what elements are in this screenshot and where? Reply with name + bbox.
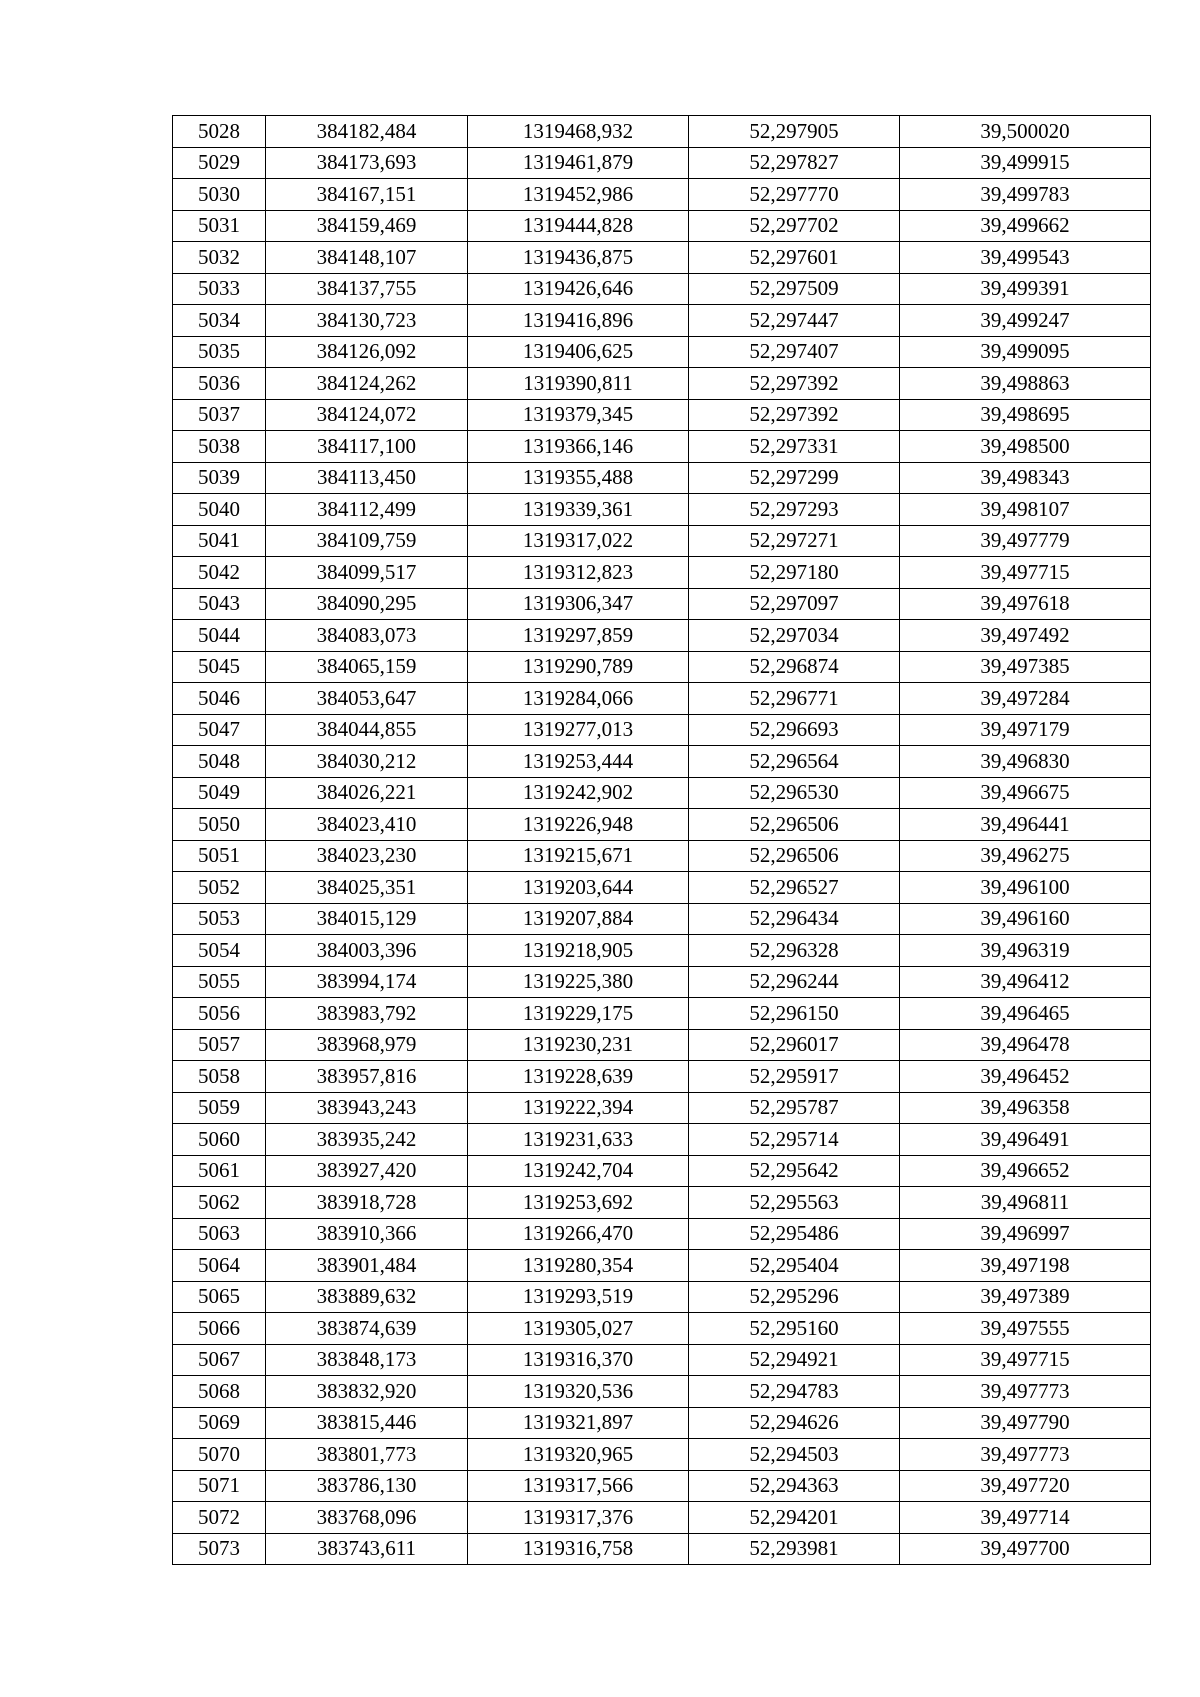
point-number-cell: 5061 <box>173 1155 266 1187</box>
table-row <box>173 935 1151 967</box>
x-coordinate-cell: 384053,647 <box>266 683 468 715</box>
y-coordinate-cell: 1319253,692 <box>468 1187 689 1219</box>
longitude-cell: 39,499391 <box>900 273 1151 305</box>
x-coordinate-cell: 384126,092 <box>266 336 468 368</box>
y-coordinate-cell: 1319379,345 <box>468 399 689 431</box>
latitude-cell: 52,297293 <box>689 494 900 526</box>
table-row <box>173 1502 1151 1534</box>
y-coordinate-cell: 1319406,625 <box>468 336 689 368</box>
x-coordinate-cell: 384167,151 <box>266 179 468 211</box>
latitude-cell: 52,294783 <box>689 1376 900 1408</box>
table-row <box>173 525 1151 557</box>
latitude-cell: 52,297392 <box>689 368 900 400</box>
x-coordinate-cell: 384124,262 <box>266 368 468 400</box>
y-coordinate-cell: 1319231,633 <box>468 1124 689 1156</box>
latitude-cell: 52,297331 <box>689 431 900 463</box>
point-number-cell: 5050 <box>173 809 266 841</box>
latitude-cell: 52,297271 <box>689 525 900 557</box>
point-number-cell: 5039 <box>173 462 266 494</box>
latitude-cell: 52,297097 <box>689 588 900 620</box>
x-coordinate-cell: 384109,759 <box>266 525 468 557</box>
x-coordinate-cell: 384065,159 <box>266 651 468 683</box>
latitude-cell: 52,297601 <box>689 242 900 274</box>
point-number-cell: 5042 <box>173 557 266 589</box>
latitude-cell: 52,295714 <box>689 1124 900 1156</box>
longitude-cell: 39,496478 <box>900 1029 1151 1061</box>
y-coordinate-cell: 1319253,444 <box>468 746 689 778</box>
x-coordinate-cell: 384113,450 <box>266 462 468 494</box>
longitude-cell: 39,497714 <box>900 1502 1151 1534</box>
longitude-cell: 39,496830 <box>900 746 1151 778</box>
latitude-cell: 52,297034 <box>689 620 900 652</box>
latitude-cell: 52,297770 <box>689 179 900 211</box>
table-row <box>173 809 1151 841</box>
point-number-cell: 5056 <box>173 998 266 1030</box>
latitude-cell: 52,295296 <box>689 1281 900 1313</box>
x-coordinate-cell: 384090,295 <box>266 588 468 620</box>
latitude-cell: 52,295642 <box>689 1155 900 1187</box>
longitude-cell: 39,498695 <box>900 399 1151 431</box>
x-coordinate-cell: 383815,446 <box>266 1407 468 1439</box>
y-coordinate-cell: 1319284,066 <box>468 683 689 715</box>
latitude-cell: 52,293981 <box>689 1533 900 1565</box>
point-number-cell: 5060 <box>173 1124 266 1156</box>
x-coordinate-cell: 383957,816 <box>266 1061 468 1093</box>
longitude-cell: 39,497385 <box>900 651 1151 683</box>
latitude-cell: 52,294626 <box>689 1407 900 1439</box>
y-coordinate-cell: 1319339,361 <box>468 494 689 526</box>
longitude-cell: 39,499662 <box>900 210 1151 242</box>
longitude-cell: 39,499247 <box>900 305 1151 337</box>
longitude-cell: 39,496675 <box>900 777 1151 809</box>
latitude-cell: 52,296693 <box>689 714 900 746</box>
point-number-cell: 5063 <box>173 1218 266 1250</box>
latitude-cell: 52,296771 <box>689 683 900 715</box>
table-row <box>173 116 1151 148</box>
table-row <box>173 336 1151 368</box>
point-number-cell: 5040 <box>173 494 266 526</box>
x-coordinate-cell: 384015,129 <box>266 903 468 935</box>
y-coordinate-cell: 1319293,519 <box>468 1281 689 1313</box>
x-coordinate-cell: 384117,100 <box>266 431 468 463</box>
x-coordinate-cell: 384083,073 <box>266 620 468 652</box>
longitude-cell: 39,497555 <box>900 1313 1151 1345</box>
longitude-cell: 39,496441 <box>900 809 1151 841</box>
longitude-cell: 39,496491 <box>900 1124 1151 1156</box>
table-row <box>173 998 1151 1030</box>
longitude-cell: 39,496652 <box>900 1155 1151 1187</box>
point-number-cell: 5032 <box>173 242 266 274</box>
point-number-cell: 5049 <box>173 777 266 809</box>
longitude-cell: 39,497389 <box>900 1281 1151 1313</box>
table-row <box>173 746 1151 778</box>
x-coordinate-cell: 383918,728 <box>266 1187 468 1219</box>
latitude-cell: 52,295917 <box>689 1061 900 1093</box>
longitude-cell: 39,498500 <box>900 431 1151 463</box>
y-coordinate-cell: 1319366,146 <box>468 431 689 463</box>
point-number-cell: 5062 <box>173 1187 266 1219</box>
latitude-cell: 52,294363 <box>689 1470 900 1502</box>
longitude-cell: 39,498863 <box>900 368 1151 400</box>
latitude-cell: 52,297447 <box>689 305 900 337</box>
point-number-cell: 5043 <box>173 588 266 620</box>
table-row <box>173 1533 1151 1565</box>
longitude-cell: 39,496997 <box>900 1218 1151 1250</box>
x-coordinate-cell: 384173,693 <box>266 147 468 179</box>
point-number-cell: 5041 <box>173 525 266 557</box>
table-row <box>173 494 1151 526</box>
y-coordinate-cell: 1319305,027 <box>468 1313 689 1345</box>
x-coordinate-cell: 384159,469 <box>266 210 468 242</box>
point-number-cell: 5052 <box>173 872 266 904</box>
x-coordinate-cell: 383848,173 <box>266 1344 468 1376</box>
longitude-cell: 39,497779 <box>900 525 1151 557</box>
table-row <box>173 588 1151 620</box>
y-coordinate-cell: 1319316,370 <box>468 1344 689 1376</box>
point-number-cell: 5071 <box>173 1470 266 1502</box>
latitude-cell: 52,297180 <box>689 557 900 589</box>
x-coordinate-cell: 383874,639 <box>266 1313 468 1345</box>
latitude-cell: 52,297509 <box>689 273 900 305</box>
x-coordinate-cell: 383910,366 <box>266 1218 468 1250</box>
y-coordinate-cell: 1319317,022 <box>468 525 689 557</box>
y-coordinate-cell: 1319297,859 <box>468 620 689 652</box>
point-number-cell: 5047 <box>173 714 266 746</box>
point-number-cell: 5029 <box>173 147 266 179</box>
point-number-cell: 5033 <box>173 273 266 305</box>
latitude-cell: 52,294503 <box>689 1439 900 1471</box>
x-coordinate-cell: 384023,230 <box>266 840 468 872</box>
y-coordinate-cell: 1319468,932 <box>468 116 689 148</box>
latitude-cell: 52,294921 <box>689 1344 900 1376</box>
point-number-cell: 5073 <box>173 1533 266 1565</box>
table-row <box>173 1439 1151 1471</box>
latitude-cell: 52,295486 <box>689 1218 900 1250</box>
y-coordinate-cell: 1319228,639 <box>468 1061 689 1093</box>
point-number-cell: 5068 <box>173 1376 266 1408</box>
y-coordinate-cell: 1319452,986 <box>468 179 689 211</box>
y-coordinate-cell: 1319317,376 <box>468 1502 689 1534</box>
y-coordinate-cell: 1319280,354 <box>468 1250 689 1282</box>
point-number-cell: 5070 <box>173 1439 266 1471</box>
table-row <box>173 305 1151 337</box>
longitude-cell: 39,497715 <box>900 557 1151 589</box>
table-row <box>173 1124 1151 1156</box>
point-number-cell: 5037 <box>173 399 266 431</box>
point-number-cell: 5045 <box>173 651 266 683</box>
y-coordinate-cell: 1319355,488 <box>468 462 689 494</box>
y-coordinate-cell: 1319390,811 <box>468 368 689 400</box>
point-number-cell: 5058 <box>173 1061 266 1093</box>
x-coordinate-cell: 383786,130 <box>266 1470 468 1502</box>
table-row <box>173 1218 1151 1250</box>
longitude-cell: 39,496412 <box>900 966 1151 998</box>
longitude-cell: 39,497773 <box>900 1439 1151 1471</box>
point-number-cell: 5053 <box>173 903 266 935</box>
point-number-cell: 5067 <box>173 1344 266 1376</box>
y-coordinate-cell: 1319277,013 <box>468 714 689 746</box>
point-number-cell: 5057 <box>173 1029 266 1061</box>
longitude-cell: 39,497198 <box>900 1250 1151 1282</box>
y-coordinate-cell: 1319320,965 <box>468 1439 689 1471</box>
table-row <box>173 1029 1151 1061</box>
y-coordinate-cell: 1319218,905 <box>468 935 689 967</box>
x-coordinate-cell: 384137,755 <box>266 273 468 305</box>
longitude-cell: 39,498107 <box>900 494 1151 526</box>
x-coordinate-cell: 383889,632 <box>266 1281 468 1313</box>
y-coordinate-cell: 1319312,823 <box>468 557 689 589</box>
point-number-cell: 5034 <box>173 305 266 337</box>
y-coordinate-cell: 1319317,566 <box>468 1470 689 1502</box>
x-coordinate-cell: 384124,072 <box>266 399 468 431</box>
x-coordinate-cell: 384182,484 <box>266 116 468 148</box>
y-coordinate-cell: 1319290,789 <box>468 651 689 683</box>
point-number-cell: 5072 <box>173 1502 266 1534</box>
table-row <box>173 620 1151 652</box>
y-coordinate-cell: 1319242,902 <box>468 777 689 809</box>
latitude-cell: 52,295160 <box>689 1313 900 1345</box>
table-row <box>173 399 1151 431</box>
x-coordinate-cell: 384025,351 <box>266 872 468 904</box>
latitude-cell: 52,296527 <box>689 872 900 904</box>
longitude-cell: 39,499095 <box>900 336 1151 368</box>
y-coordinate-cell: 1319230,231 <box>468 1029 689 1061</box>
table-row <box>173 1407 1151 1439</box>
y-coordinate-cell: 1319222,394 <box>468 1092 689 1124</box>
table-row <box>173 557 1151 589</box>
longitude-cell: 39,496452 <box>900 1061 1151 1093</box>
longitude-cell: 39,497179 <box>900 714 1151 746</box>
table-row <box>173 966 1151 998</box>
y-coordinate-cell: 1319306,347 <box>468 588 689 620</box>
x-coordinate-cell: 383968,979 <box>266 1029 468 1061</box>
longitude-cell: 39,498343 <box>900 462 1151 494</box>
table-row <box>173 1187 1151 1219</box>
latitude-cell: 52,295787 <box>689 1092 900 1124</box>
y-coordinate-cell: 1319225,380 <box>468 966 689 998</box>
point-number-cell: 5051 <box>173 840 266 872</box>
table-row <box>173 840 1151 872</box>
point-number-cell: 5035 <box>173 336 266 368</box>
y-coordinate-cell: 1319226,948 <box>468 809 689 841</box>
x-coordinate-cell: 384030,212 <box>266 746 468 778</box>
x-coordinate-cell: 384112,499 <box>266 494 468 526</box>
point-number-cell: 5059 <box>173 1092 266 1124</box>
point-number-cell: 5054 <box>173 935 266 967</box>
latitude-cell: 52,296530 <box>689 777 900 809</box>
longitude-cell: 39,497720 <box>900 1470 1151 1502</box>
latitude-cell: 52,297299 <box>689 462 900 494</box>
longitude-cell: 39,500020 <box>900 116 1151 148</box>
x-coordinate-cell: 383935,242 <box>266 1124 468 1156</box>
point-number-cell: 5064 <box>173 1250 266 1282</box>
x-coordinate-cell: 383743,611 <box>266 1533 468 1565</box>
longitude-cell: 39,497790 <box>900 1407 1151 1439</box>
y-coordinate-cell: 1319426,646 <box>468 273 689 305</box>
x-coordinate-cell: 383983,792 <box>266 998 468 1030</box>
longitude-cell: 39,497773 <box>900 1376 1151 1408</box>
coordinates-table-body <box>173 116 1151 1565</box>
latitude-cell: 52,297702 <box>689 210 900 242</box>
table-row <box>173 714 1151 746</box>
x-coordinate-cell: 383943,243 <box>266 1092 468 1124</box>
latitude-cell: 52,296874 <box>689 651 900 683</box>
point-number-cell: 5048 <box>173 746 266 778</box>
point-number-cell: 5055 <box>173 966 266 998</box>
latitude-cell: 52,294201 <box>689 1502 900 1534</box>
longitude-cell: 39,497618 <box>900 588 1151 620</box>
point-number-cell: 5030 <box>173 179 266 211</box>
point-number-cell: 5065 <box>173 1281 266 1313</box>
latitude-cell: 52,295563 <box>689 1187 900 1219</box>
table-row <box>173 147 1151 179</box>
latitude-cell: 52,296564 <box>689 746 900 778</box>
y-coordinate-cell: 1319203,644 <box>468 872 689 904</box>
longitude-cell: 39,497284 <box>900 683 1151 715</box>
x-coordinate-cell: 383768,096 <box>266 1502 468 1534</box>
point-number-cell: 5069 <box>173 1407 266 1439</box>
table-row <box>173 1344 1151 1376</box>
point-number-cell: 5046 <box>173 683 266 715</box>
longitude-cell: 39,497492 <box>900 620 1151 652</box>
y-coordinate-cell: 1319316,758 <box>468 1533 689 1565</box>
table-row <box>173 1313 1151 1345</box>
y-coordinate-cell: 1319461,879 <box>468 147 689 179</box>
table-row <box>173 210 1151 242</box>
y-coordinate-cell: 1319416,896 <box>468 305 689 337</box>
table-row <box>173 1155 1151 1187</box>
x-coordinate-cell: 383994,174 <box>266 966 468 998</box>
longitude-cell: 39,496465 <box>900 998 1151 1030</box>
longitude-cell: 39,497700 <box>900 1533 1151 1565</box>
latitude-cell: 52,295404 <box>689 1250 900 1282</box>
y-coordinate-cell: 1319321,897 <box>468 1407 689 1439</box>
table-row <box>173 1250 1151 1282</box>
table-row <box>173 242 1151 274</box>
x-coordinate-cell: 384148,107 <box>266 242 468 274</box>
latitude-cell: 52,296506 <box>689 840 900 872</box>
table-row <box>173 1376 1151 1408</box>
longitude-cell: 39,497715 <box>900 1344 1151 1376</box>
latitude-cell: 52,296150 <box>689 998 900 1030</box>
y-coordinate-cell: 1319444,828 <box>468 210 689 242</box>
table-row <box>173 273 1151 305</box>
y-coordinate-cell: 1319207,884 <box>468 903 689 935</box>
longitude-cell: 39,496358 <box>900 1092 1151 1124</box>
table-row <box>173 872 1151 904</box>
point-number-cell: 5044 <box>173 620 266 652</box>
x-coordinate-cell: 383801,773 <box>266 1439 468 1471</box>
y-coordinate-cell: 1319229,175 <box>468 998 689 1030</box>
longitude-cell: 39,499543 <box>900 242 1151 274</box>
table-row <box>173 777 1151 809</box>
x-coordinate-cell: 384026,221 <box>266 777 468 809</box>
table-row <box>173 1470 1151 1502</box>
x-coordinate-cell: 383832,920 <box>266 1376 468 1408</box>
longitude-cell: 39,496811 <box>900 1187 1151 1219</box>
table-row <box>173 462 1151 494</box>
x-coordinate-cell: 384044,855 <box>266 714 468 746</box>
latitude-cell: 52,297905 <box>689 116 900 148</box>
x-coordinate-cell: 383927,420 <box>266 1155 468 1187</box>
y-coordinate-cell: 1319436,875 <box>468 242 689 274</box>
latitude-cell: 52,297392 <box>689 399 900 431</box>
point-number-cell: 5028 <box>173 116 266 148</box>
y-coordinate-cell: 1319242,704 <box>468 1155 689 1187</box>
latitude-cell: 52,296434 <box>689 903 900 935</box>
y-coordinate-cell: 1319215,671 <box>468 840 689 872</box>
longitude-cell: 39,496319 <box>900 935 1151 967</box>
point-number-cell: 5031 <box>173 210 266 242</box>
latitude-cell: 52,297407 <box>689 336 900 368</box>
table-row <box>173 651 1151 683</box>
table-row <box>173 431 1151 463</box>
x-coordinate-cell: 384003,396 <box>266 935 468 967</box>
table-row <box>173 179 1151 211</box>
table-row <box>173 1061 1151 1093</box>
longitude-cell: 39,499915 <box>900 147 1151 179</box>
longitude-cell: 39,499783 <box>900 179 1151 211</box>
latitude-cell: 52,296017 <box>689 1029 900 1061</box>
x-coordinate-cell: 383901,484 <box>266 1250 468 1282</box>
table-row <box>173 903 1151 935</box>
table-row <box>173 1092 1151 1124</box>
y-coordinate-cell: 1319266,470 <box>468 1218 689 1250</box>
point-number-cell: 5038 <box>173 431 266 463</box>
point-number-cell: 5066 <box>173 1313 266 1345</box>
longitude-cell: 39,496160 <box>900 903 1151 935</box>
y-coordinate-cell: 1319320,536 <box>468 1376 689 1408</box>
longitude-cell: 39,496275 <box>900 840 1151 872</box>
x-coordinate-cell: 384099,517 <box>266 557 468 589</box>
table-row <box>173 683 1151 715</box>
longitude-cell: 39,496100 <box>900 872 1151 904</box>
table-row <box>173 368 1151 400</box>
x-coordinate-cell: 384023,410 <box>266 809 468 841</box>
point-number-cell: 5036 <box>173 368 266 400</box>
latitude-cell: 52,296328 <box>689 935 900 967</box>
table-row <box>173 1281 1151 1313</box>
coordinates-table <box>172 115 1151 1565</box>
x-coordinate-cell: 384130,723 <box>266 305 468 337</box>
latitude-cell: 52,296506 <box>689 809 900 841</box>
latitude-cell: 52,297827 <box>689 147 900 179</box>
latitude-cell: 52,296244 <box>689 966 900 998</box>
